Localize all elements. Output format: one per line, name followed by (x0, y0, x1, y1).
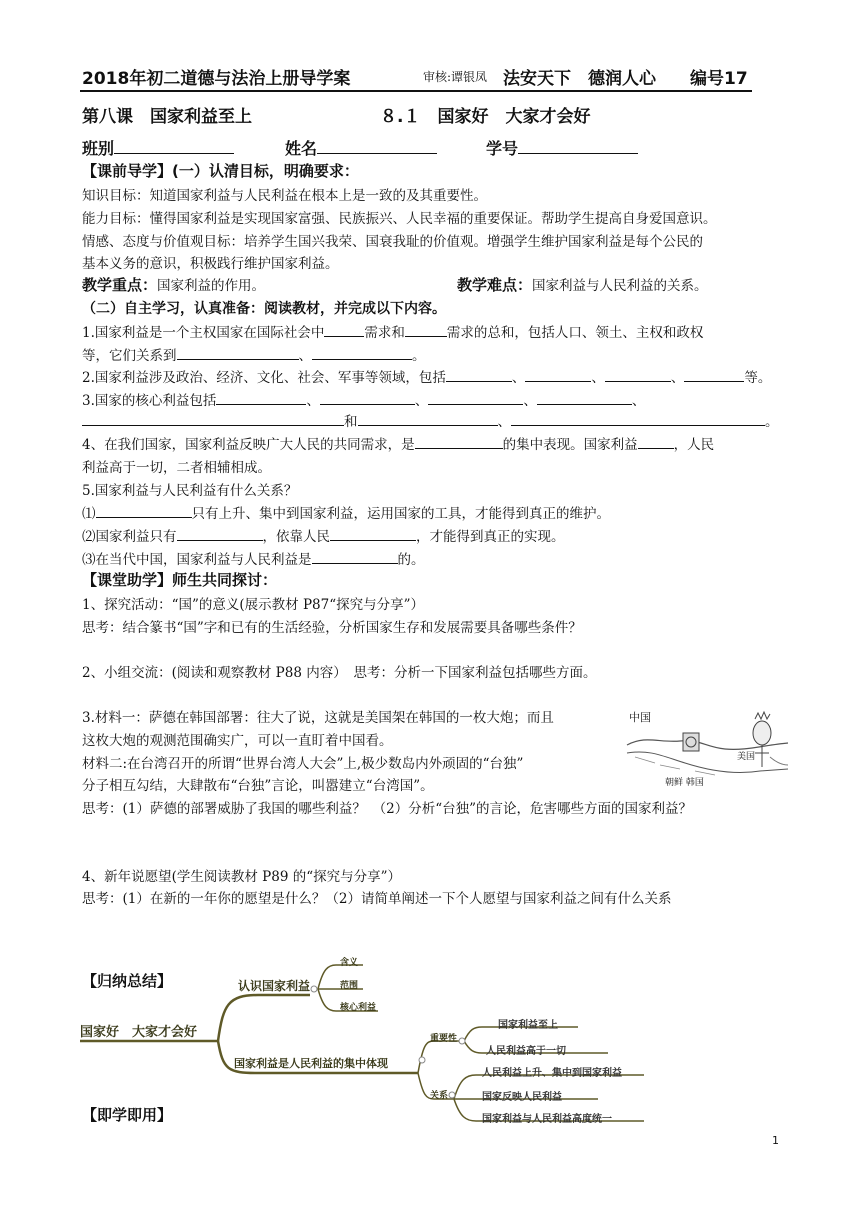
header-number: 编号17 (690, 69, 748, 89)
header-motto: 法安天下 德润人心 (503, 69, 656, 89)
header-rule (80, 90, 752, 92)
material-1-line-1: 3.材料一：萨德在韩国部署：往大了说，这就是美国架在韩国的一枚大炮；而且 (82, 710, 554, 726)
blank[interactable] (537, 390, 632, 405)
mindmap-leaf-scope: 范围 (340, 981, 359, 991)
section-selfstudy-heading: （二）自主学习，认真准备：阅读教材，并完成以下内容。 (82, 301, 446, 317)
goal-attitude-2: 基本义务的意识，积极践行维护国家利益。 (82, 256, 339, 272)
blank[interactable] (605, 367, 671, 382)
blank[interactable] (177, 526, 263, 541)
cartoon-label-china: 中国 (629, 711, 651, 724)
class-label: 班别 (82, 136, 234, 159)
lesson-title: 第八课 国家利益至上 (82, 107, 252, 127)
activity-4: 4、新年说愿望(学生阅读教材 P89 的“探究与分享”） (82, 869, 402, 885)
mindmap-root: 国家好 大家才会好 (80, 1025, 198, 1040)
goal-knowledge: 知识目标：知道国家利益与人民利益在根本上是一致的及其重要性。 (82, 188, 487, 204)
blank[interactable] (312, 345, 412, 360)
blank[interactable] (638, 434, 674, 449)
blank[interactable] (312, 549, 398, 564)
blank[interactable] (525, 367, 591, 382)
lesson-subtitle: ８.１ 国家好 大家才会好 (380, 107, 591, 127)
question-1-line-1: 1.国家利益是一个主权国家在国际社会中 需求和 需求的总和，包括人口、领土、主权和政权 (82, 321, 703, 341)
activity-2: 2、小组交流：(阅读和观察教材 P88 内容） 思考：分析一下国家利益包括哪些方面。 (82, 665, 597, 681)
thaad-cartoon (625, 705, 790, 787)
mindmap-leaf-meaning: 含义 (340, 958, 359, 968)
cartoon-label-usa: 美国 (737, 752, 756, 762)
page-number: 1 (772, 1134, 779, 1147)
question-3-line-2: 和 、 。 (82, 410, 779, 430)
activity-4-think: 思考：(1）在新的一年你的愿望是什么？（2）请简单阐述一下个人愿望与国家利益之间有什么关系 (82, 891, 672, 907)
id-field[interactable] (518, 139, 638, 154)
blank[interactable] (684, 367, 744, 382)
class-field[interactable] (114, 139, 234, 154)
summary-heading: 【归纳总结】 (82, 972, 173, 990)
question-1-line-2: 等，它们关系到 、 。 (82, 344, 426, 364)
difficult-point: 教学难点：国家利益与人民利益的关系。 (457, 276, 708, 294)
mindmap-branch-embodiment: 国家利益是人民利益的集中体现 (234, 1057, 388, 1070)
blank[interactable] (320, 390, 415, 405)
cartoon-label-korea: 朝鲜 韩国 (665, 778, 704, 788)
id-label: 学号 (486, 136, 638, 159)
blank[interactable] (177, 345, 299, 360)
blank[interactable] (415, 434, 503, 449)
material-think: 思考：(1）萨德的部署威胁了我国的哪些利益？ （2）分析“台独”的言论，危害哪些方面的国家利益？ (82, 801, 692, 817)
blank[interactable] (405, 322, 447, 337)
activity-1-think: 思考：结合篆书“国”字和已有的生活经验，分析国家生存和发展需要具备哪些条件？ (82, 620, 582, 636)
mindmap-leaf-rel-2: 国家反映人民利益 (482, 1092, 562, 1103)
material-2-line-2: 分子相互勾结，大肆散布“台独”言论，叫嚣建立“台湾国”。 (82, 778, 434, 794)
blank[interactable] (330, 526, 416, 541)
blank[interactable] (96, 503, 192, 518)
question-5: 5.国家利益与人民利益有什么关系？ (82, 483, 298, 499)
question-5-2: ⑵国家利益只有 ，依靠人民 ，才能得到真正的实现。 (82, 525, 565, 545)
blank[interactable] (446, 367, 512, 382)
blank[interactable] (511, 411, 765, 426)
practice-heading: 【即学即用】 (82, 1106, 173, 1124)
blank[interactable] (358, 411, 498, 426)
mindmap-branch-understand: 认识国家利益 (238, 979, 311, 993)
mindmap-leaf-imp-2: 人民利益高于一切 (486, 1046, 566, 1057)
section-preview-heading: 【课前导学】(一）认清目标，明确要求： (82, 162, 359, 180)
key-point: 教学重点：国家利益的作用。 (82, 276, 266, 294)
question-4-line-1: 4、在我们国家，国家利益反映广大人民的共同需求，是 的集中表现。国家利益 ，人民 (82, 433, 714, 453)
question-3-line-1: 3.国家的核心利益包括 、 、 、 、 (82, 389, 645, 409)
mindmap-leaf-rel-1: 人民利益上升、集中到国家利益 (482, 1068, 622, 1079)
mindmap-relation: 关系 (430, 1091, 449, 1101)
mindmap-importance: 重要性 (430, 1034, 458, 1044)
question-4-line-2: 利益高于一切，二者相辅相成。 (82, 460, 271, 476)
header-reviewer: 审核:谭银凤 (423, 70, 488, 84)
section-class-heading: 【课堂助学】师生共同探讨： (82, 571, 278, 589)
mindmap-leaf-imp-1: 国家利益至上 (498, 1020, 558, 1031)
mindmap-leaf-core: 核心利益 (340, 1003, 377, 1013)
goal-attitude-1: 情感、态度与价值观目标：培养学生国兴我荣、国衰我耻的价值观。增强学生维护国家利益是每个公民的 (82, 234, 703, 250)
mindmap-leaf-rel-3: 国家利益与人民利益高度统一 (482, 1114, 612, 1125)
name-field[interactable] (317, 139, 437, 154)
blank[interactable] (82, 411, 344, 426)
blank[interactable] (428, 390, 523, 405)
material-2-line-1: 材料二:在台湾召开的所谓“世界台湾人大会”上,极少数岛内外顽固的“台独” (82, 756, 524, 772)
blank[interactable] (324, 322, 364, 337)
material-1-line-2: 这枚大炮的观测范围确实广，可以一直盯着中国看。 (82, 733, 393, 749)
question-2: 2.国家利益涉及政治、经济、文化、社会、军事等领域，包括 、 、 、 等。 (82, 366, 771, 386)
blank[interactable] (216, 390, 306, 405)
activity-1: 1、探究活动：“国”的意义(展示教材 P87“探究与分享”） (82, 597, 425, 613)
header-title: 2018年初二道德与法治上册导学案 (82, 69, 351, 89)
question-5-1: ⑴ 只有上升、集中到国家利益，运用国家的工具，才能得到真正的维护。 (82, 502, 610, 522)
goal-ability: 能力目标：懂得国家利益是实现国家富强、民族振兴、人民幸福的重要保证。帮助学生提高自身爱国意识。 (82, 211, 717, 227)
question-5-3: ⑶在当代中国，国家利益与人民利益是 的。 (82, 548, 425, 568)
name-label: 姓名 (285, 136, 437, 159)
